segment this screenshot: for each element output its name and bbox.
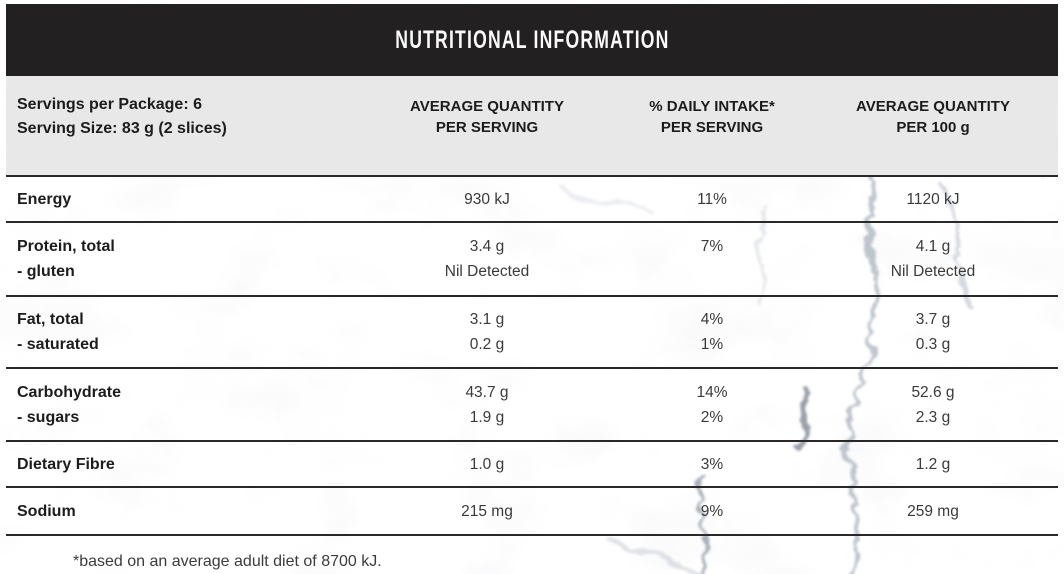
value-daily-intake: 9% (700, 502, 724, 520)
servings-per-package: Servings per Package: 6 (17, 96, 202, 113)
daily-intake-footnote: *based on an average adult diet of 8700 kJ. (73, 553, 382, 570)
table-row-energy (6, 177, 1058, 223)
value-daily-intake: 3% (700, 455, 724, 473)
row-label: Fat, total (17, 311, 84, 328)
value-per-100g: 259 mg (907, 502, 959, 520)
row-label: Energy (17, 190, 72, 208)
row-label: Sodium (17, 502, 76, 520)
subvalue-per-100g: Nil Detected (890, 263, 976, 280)
table-row-fat (6, 297, 1058, 369)
value-per-100g: 52.6 g (911, 383, 955, 401)
value-per-serving: 1.0 g (469, 455, 505, 473)
value-per-100g: 4.1 g (915, 238, 951, 255)
subvalue-per-serving: 0.2 g (469, 336, 505, 353)
subrow-label: - saturated (17, 336, 99, 353)
value-daily-intake: 14% (696, 383, 728, 401)
value-per-100g: 1120 kJ (906, 190, 960, 208)
row-label: Protein, total (17, 238, 115, 255)
subvalue-per-serving: 1.9 g (469, 408, 505, 426)
subvalue-daily-intake: 2% (700, 408, 724, 426)
value-per-serving: 215 mg (461, 502, 513, 520)
title-bar (6, 4, 1058, 76)
table-row-protein (6, 223, 1058, 297)
value-per-serving: 930 kJ (464, 190, 510, 208)
serving-info (6, 93, 358, 141)
row-label: Dietary Fibre (17, 455, 115, 473)
nutrition-table (6, 177, 1058, 536)
table-row-dietary-fibre (6, 442, 1058, 488)
table-header-band (6, 76, 1058, 177)
table-row-sodium (6, 488, 1058, 536)
subvalue-per-serving: Nil Detected (444, 263, 530, 280)
subrow-label: - sugars (17, 408, 80, 426)
subvalue-daily-intake (616, 259, 808, 284)
row-label: Carbohydrate (17, 383, 122, 401)
table-row-carbohydrate (6, 369, 1058, 442)
value-daily-intake: 4% (700, 311, 724, 328)
value-per-serving: 43.7 g (465, 383, 509, 401)
page-title: NUTRITIONAL INFORMATION (394, 25, 670, 54)
subrow-label: - gluten (17, 263, 75, 280)
column-header-per-serving: AVERAGE QUANTITY PER SERVING (410, 98, 564, 136)
column-header-per-100g: AVERAGE QUANTITY PER 100 g (856, 98, 1010, 136)
value-daily-intake: 11% (697, 190, 727, 208)
subvalue-per-100g: 2.3 g (915, 408, 951, 426)
subvalue-daily-intake: 1% (700, 336, 724, 353)
value-per-100g: 3.7 g (915, 311, 951, 328)
value-per-serving: 3.4 g (469, 238, 505, 255)
value-per-100g: 1.2 g (915, 455, 951, 473)
column-header-daily-intake: % DAILY INTAKE* PER SERVING (649, 98, 775, 136)
serving-size: Serving Size: 83 g (2 slices) (17, 120, 227, 137)
value-per-serving: 3.1 g (469, 311, 505, 328)
subvalue-per-100g: 0.3 g (915, 336, 951, 353)
value-daily-intake: 7% (700, 238, 724, 255)
